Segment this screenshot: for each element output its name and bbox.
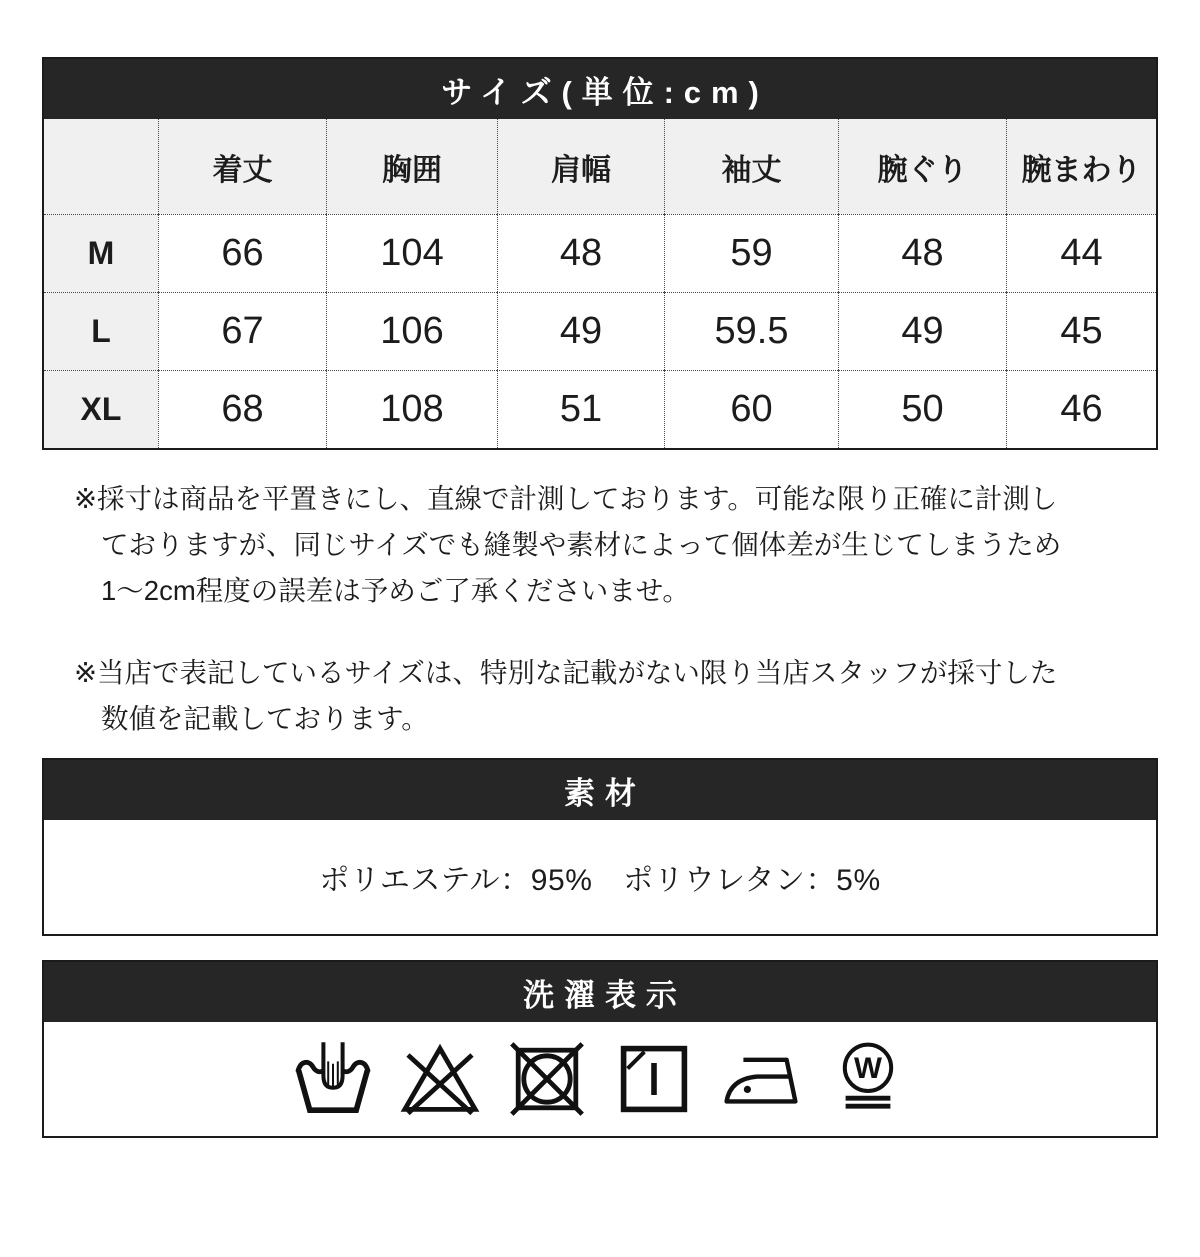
staff-measured-note (74, 650, 1158, 742)
note-line: 1〜2cm程度の誤差は予めご了承くださいませ。 (101, 575, 690, 606)
size-cell: 51 (497, 370, 664, 448)
size-cell: 66 (158, 214, 326, 292)
size-cell: 49 (838, 292, 1006, 370)
size-cell: 45 (1006, 292, 1156, 370)
size-cell: 48 (838, 214, 1006, 292)
size-row-label-m: M (44, 214, 158, 292)
care-icons-row (44, 1022, 1156, 1136)
care-title: 洗濯表示 (523, 977, 687, 1013)
care-title-bar (44, 962, 1156, 1022)
svg-text:W: W (853, 1052, 882, 1086)
size-cell: 59.5 (664, 292, 838, 370)
size-cell: 44 (1006, 214, 1156, 292)
material-title: 素材 (564, 775, 646, 811)
do-not-bleach-icon (400, 1039, 480, 1119)
material-title-bar (44, 760, 1156, 820)
size-cell: 48 (497, 214, 664, 292)
size-cell: 46 (1006, 370, 1156, 448)
size-chart-image (0, 57, 1200, 1138)
material-section (42, 758, 1158, 936)
note-line: ※採寸は商品を平置きにし、直線で計測しております。可能な限り正確に計測し (74, 483, 1058, 514)
note-line: ※当店で表記しているサイズは、特別な記載がない限り当店スタッフが採寸した (74, 657, 1058, 688)
care-section (42, 960, 1158, 1138)
size-table-title: サイズ(単位:cm) (441, 74, 769, 110)
size-cell: 68 (158, 370, 326, 448)
size-cell: 67 (158, 292, 326, 370)
column-header-sleeve: 袖丈 (664, 119, 838, 214)
column-header-chest: 胸囲 (326, 119, 497, 214)
hand-wash-icon (293, 1039, 373, 1119)
note-line: 数値を記載しております。 (101, 703, 429, 734)
size-grid (44, 119, 1156, 448)
shade-line-dry-icon (614, 1039, 694, 1119)
size-table (42, 57, 1158, 450)
size-table-title-bar (44, 59, 1156, 119)
column-header-armhole: 腕ぐり (838, 119, 1006, 214)
size-cell: 104 (326, 214, 497, 292)
material-body (44, 820, 1156, 934)
size-cell: 50 (838, 370, 1006, 448)
size-cell: 49 (497, 292, 664, 370)
size-cell: 60 (664, 370, 838, 448)
size-chart-page (0, 57, 1200, 1257)
size-row-label-l: L (44, 292, 158, 370)
size-cell: 59 (664, 214, 838, 292)
column-header-arm-width: 腕まわり (1006, 119, 1156, 214)
corner-cell (44, 119, 158, 214)
measurement-note (74, 476, 1158, 614)
size-cell: 108 (326, 370, 497, 448)
material-value: ポリエステル：95% ポリウレタン：5% (319, 864, 881, 897)
column-header-length: 着丈 (158, 119, 326, 214)
do-not-tumble-dry-icon (507, 1039, 587, 1119)
iron-low-heat-icon (721, 1039, 801, 1119)
column-header-shoulder: 肩幅 (497, 119, 664, 214)
size-row-label-xl: XL (44, 370, 158, 448)
size-cell: 106 (326, 292, 497, 370)
note-line: ておりますが、同じサイズでも縫製や素材によって個体差が生じてしまうため (101, 529, 1062, 560)
wet-cleaning-gentle-icon (828, 1039, 908, 1119)
notes (74, 476, 1158, 742)
